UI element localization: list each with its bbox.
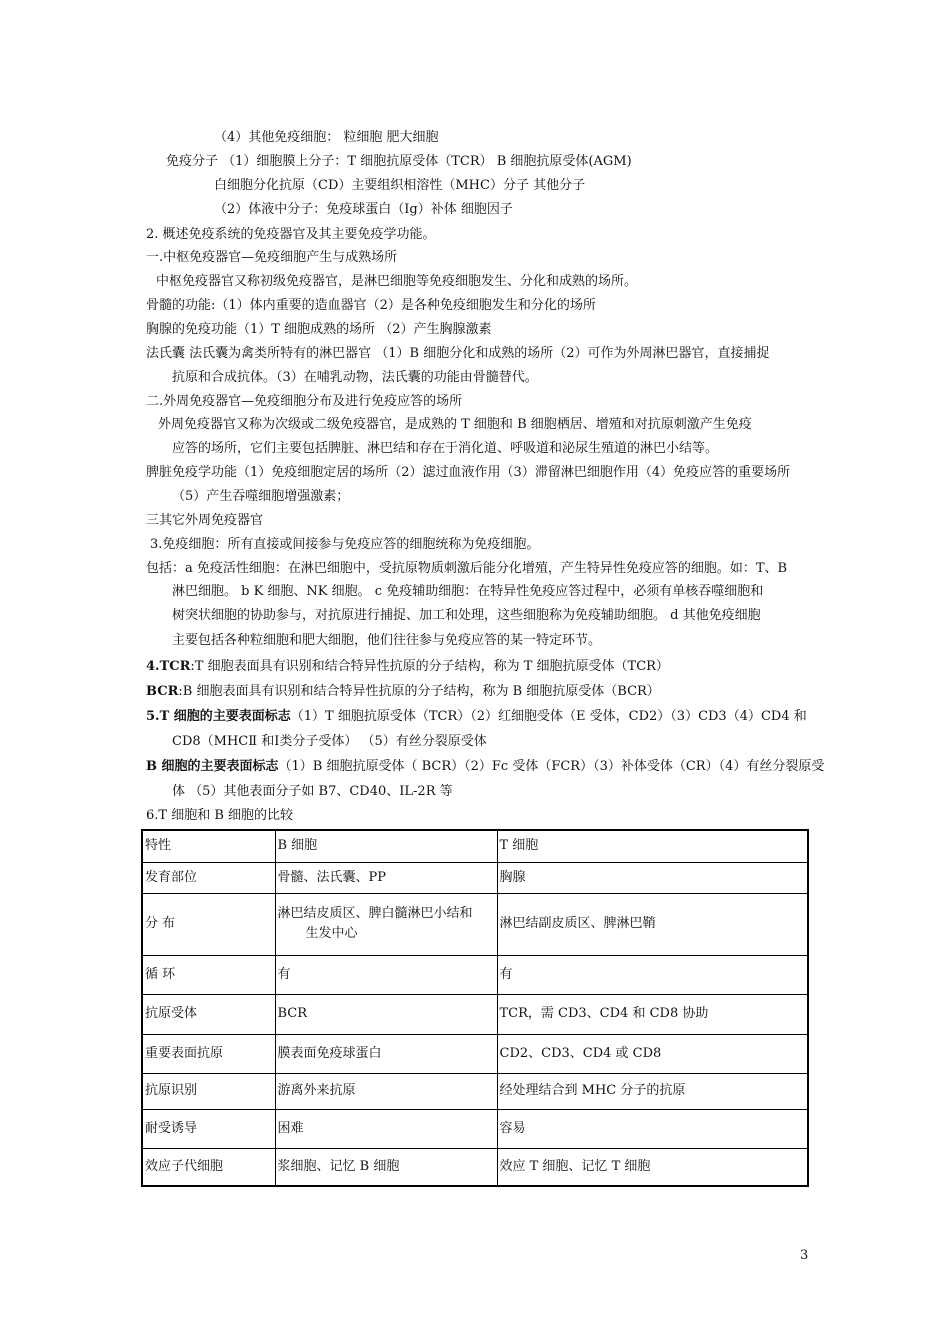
text-line: 三其它外周免疫器官 (146, 513, 264, 528)
table-cell: 发育部位 (142, 862, 275, 893)
cell-line: 淋巴结皮质区、脾白髓淋巴小结和 (277, 906, 473, 921)
text-line: 树突状细胞的协助参与，对抗原进行捕捉、加工和处理，这些细胞称为免疫辅助细胞。 d 其他免疫细胞 (172, 608, 761, 623)
text-line: 法氏囊 法氏囊为禽类所特有的淋巴器官 （1）B 细胞分化和成熟的场所（2）可作为外周淋巴器官，直接捕捉 (146, 346, 770, 361)
table-row (142, 862, 808, 893)
text-line: 外周免疫器官又称为次级或二级免疫器官，是成熟的 T 细胞和 B 细胞栖居、增殖和对抗原刺激产生免疫 (158, 417, 752, 432)
table-row (142, 994, 808, 1034)
text-line: 中枢免疫器官又称初级免疫器官，是淋巴细胞等免疫细胞发生、分化和成熟的场所。 (156, 274, 638, 289)
table-row (142, 1148, 808, 1186)
table-row (142, 1073, 808, 1109)
table-row (142, 893, 808, 955)
text-line: （2）体液中分子：免疫球蛋白（Ig）补体 细胞因子 (214, 202, 513, 217)
text-line: 骨髓的功能:（1）体内重要的造血器官（2）是各种免疫细胞发生和分化的场所 (146, 298, 596, 313)
text-line: 体 （5）其他表面分子如 B7、CD40、IL-2R 等 (172, 784, 453, 799)
table-cell: 浆细胞、记忆 B 细胞 (275, 1148, 497, 1186)
table-cell: 有 (275, 955, 497, 994)
table-header-cell: B 细胞 (275, 830, 497, 862)
term-definition: （1）B 细胞抗原受体（ BCR）（2）Fc 受体（FCR）（3）补体受体（CR）（4）有丝分裂原受 (278, 759, 825, 774)
text-line: 二.外周免疫器官—免疫细胞分布及进行免疫应答的场所 (146, 394, 463, 409)
text-line (146, 758, 824, 776)
table-cell: 分 布 (142, 893, 275, 955)
table-row (142, 955, 808, 994)
table-cell: 游离外来抗原 (275, 1073, 497, 1109)
text-line (146, 658, 669, 676)
text-line: 免疫分子 （1）细胞膜上分子：T 细胞抗原受体（TCR） B 细胞抗原受体(AGM) (166, 154, 632, 169)
term-bold: 5.T 细胞的主要表面标志 (146, 709, 291, 724)
table-cell: 循 环 (142, 955, 275, 994)
text-line: （4）其他免疫细胞： 粒细胞 肥大细胞 (214, 130, 439, 145)
table-cell: 抗原识别 (142, 1073, 275, 1109)
table-cell: 淋巴结副皮质区、脾淋巴鞘 (497, 893, 808, 955)
term-bold: 4.TCR (146, 659, 191, 674)
table-cell: 经处理结合到 MHC 分子的抗原 (497, 1073, 808, 1109)
table-cell (275, 893, 497, 955)
table-cell: 效应子代细胞 (142, 1148, 275, 1186)
table-header-cell: T 细胞 (497, 830, 808, 862)
table-cell: 骨髓、法氏囊、PP (275, 862, 497, 893)
table-cell: 困难 (275, 1109, 497, 1148)
term-bold: BCR (146, 684, 179, 699)
table-cell: TCR，需 CD3、CD4 和 CD8 协助 (497, 994, 808, 1034)
table-header-row (142, 830, 808, 862)
text-line (146, 683, 660, 701)
table-row (142, 1034, 808, 1073)
page-number: 3 (800, 1248, 809, 1263)
table-cell: 膜表面免疫球蛋白 (275, 1034, 497, 1073)
table-cell: 重要表面抗原 (142, 1034, 275, 1073)
text-line: 抗原和合成抗体。（3）在哺乳动物，法氏囊的功能由骨髓替代。 (172, 370, 538, 385)
text-line: 应答的场所，它们主要包括脾脏、淋巴结和存在于消化道、呼吸道和泌尿生殖道的淋巴小结等。 (172, 441, 719, 456)
text-line: 淋巴细胞。 b K 细胞、NK 细胞。 c 免疫辅助细胞：在特异性免疫应答过程中，必须有单核吞噬细胞和 (172, 584, 764, 599)
comparison-table (141, 829, 809, 1187)
text-line: 3.免疫细胞：所有直接或间接参与免疫应答的细胞统称为免疫细胞。 (150, 537, 540, 552)
table-cell: 容易 (497, 1109, 808, 1148)
table-cell: BCR (275, 994, 497, 1034)
table-cell: 有 (497, 955, 808, 994)
text-line: 白细胞分化抗原（CD）主要组织相溶性（MHC）分子 其他分子 (214, 178, 586, 193)
text-line: 2. 概述免疫系统的免疫器官及其主要免疫学功能。 (146, 227, 436, 242)
text-line: 包括：a 免疫活性细胞：在淋巴细胞中，受抗原物质刺激后能分化增殖，产生特异性免疫应答的细胞。如：T、B (146, 561, 788, 576)
text-line: CD8（MHCⅡ 和Ⅰ类分子受体） （5）有丝分裂原受体 (172, 734, 487, 749)
text-line: 脾脏免疫学功能（1）免疫细胞定居的场所（2）滤过血液作用（3）滞留淋巴细胞作用（4）免疫应答的重要场所 (146, 465, 791, 480)
table-cell: CD2、CD3、CD4 或 CD8 (497, 1034, 808, 1073)
term-definition: :T 细胞表面具有识别和结合特异性抗原的分子结构，称为 T 细胞抗原受体（TCR） (190, 659, 669, 674)
table-cell: 胸腺 (497, 862, 808, 893)
table-cell: 效应 T 细胞、记忆 T 细胞 (497, 1148, 808, 1186)
table-cell: 耐受诱导 (142, 1109, 275, 1148)
text-line: （5）产生吞噬细胞增强激素； (172, 489, 350, 504)
term-bold: B 细胞的主要表面标志 (146, 759, 279, 774)
cell-line: 生发中心 (305, 926, 358, 941)
text-line (146, 708, 807, 726)
text-line: 6.T 细胞和 B 细胞的比较 (146, 808, 294, 823)
term-definition: （1）T 细胞抗原受体（TCR）（2）红细胞受体（E 受体，CD2）（3）CD3（4）CD4 和 (290, 709, 807, 724)
text-line: 一.中枢免疫器官—免疫细胞产生与成熟场所 (146, 250, 398, 265)
text-line: 胸腺的免疫功能（1）T 细胞成熟的场所 （2）产生胸腺激素 (146, 322, 492, 337)
table-header-cell: 特性 (142, 830, 275, 862)
term-definition: :B 细胞表面具有识别和结合特异性抗原的分子结构，称为 B 细胞抗原受体（BCR） (178, 684, 660, 699)
table-row (142, 1109, 808, 1148)
text-line: 主要包括各种粒细胞和肥大细胞，他们往往参与免疫应答的某一特定环节。 (172, 633, 602, 648)
table-cell: 抗原受体 (142, 994, 275, 1034)
